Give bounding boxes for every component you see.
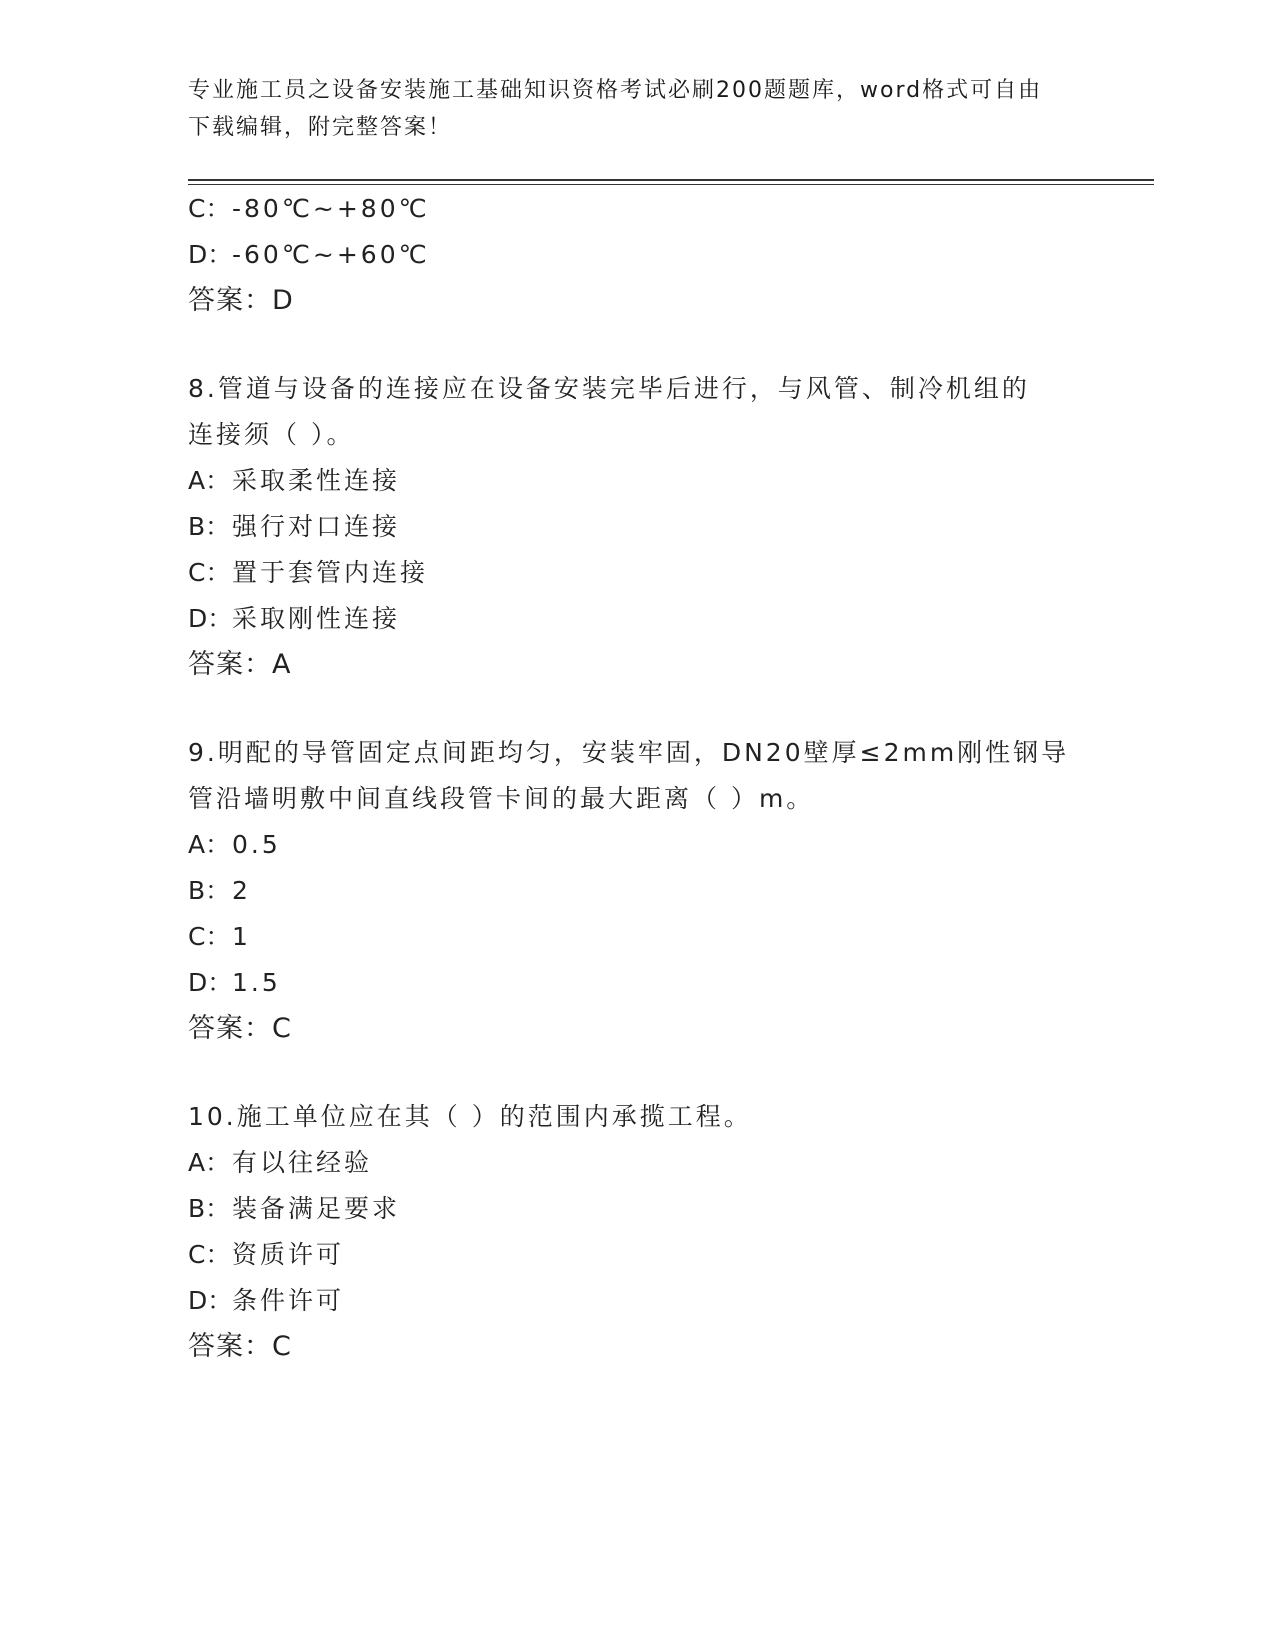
option-a <box>188 822 1088 868</box>
option-label: A： <box>188 466 231 495</box>
option-label: D： <box>188 1286 233 1315</box>
option-text: 有以往经验 <box>232 1148 373 1177</box>
option-b <box>188 868 1088 914</box>
option-a <box>188 1140 1088 1186</box>
option-label: B： <box>188 512 231 541</box>
header-title-line2: 下载编辑，附完整答案！ <box>188 115 453 140</box>
option-text: 1 <box>232 922 251 951</box>
header-divider-thick <box>188 179 1154 181</box>
question-stem-line: 连接须（ ）。 <box>188 420 355 449</box>
header-title-line1: 专业施工员之设备安装施工基础知识资格考试必刷200题题库，word格式可自由 <box>188 78 1043 103</box>
option-d <box>188 232 1088 278</box>
option-text: 1.5 <box>232 968 281 997</box>
option-label: D： <box>188 968 233 997</box>
option-label: A： <box>188 830 231 859</box>
document-body <box>188 186 1088 1370</box>
option-b <box>188 1186 1088 1232</box>
option-c <box>188 186 1088 232</box>
option-label: C： <box>188 922 231 951</box>
question-stem-line: 8.管道与设备的连接应在设备安装完毕后进行，与风管、制冷机组的 <box>188 374 1030 403</box>
option-text: -60℃~+60℃ <box>232 240 430 269</box>
option-label: D： <box>188 240 233 269</box>
question-stem-line: 10.施工单位应在其（ ）的范围内承揽工程。 <box>188 1102 752 1131</box>
option-text: -80℃~+80℃ <box>232 194 430 223</box>
answer-line: 答案：A <box>188 649 292 680</box>
option-a <box>188 458 1088 504</box>
header-divider-thin <box>188 184 1154 185</box>
option-label: C： <box>188 1240 231 1269</box>
question-8 <box>188 366 1088 688</box>
option-text: 装备满足要求 <box>232 1194 401 1223</box>
question-9 <box>188 730 1088 1052</box>
option-text: 条件许可 <box>232 1286 345 1315</box>
option-label: D： <box>188 604 233 633</box>
question-stem-line: 9.明配的导管固定点间距均匀，安装牢固，DN20壁厚≤2mm刚性钢导 <box>188 738 1070 767</box>
option-label: B： <box>188 876 231 905</box>
question-10 <box>188 1094 1088 1370</box>
page-header <box>188 72 1088 146</box>
option-c <box>188 550 1088 596</box>
option-b <box>188 504 1088 550</box>
option-text: 采取刚性连接 <box>232 604 401 633</box>
question-stem-line: 管沿墙明敷中间直线段管卡间的最大距离（ ）m。 <box>188 784 815 813</box>
option-c <box>188 914 1088 960</box>
answer-line: 答案：D <box>188 285 294 316</box>
option-text: 强行对口连接 <box>232 512 401 541</box>
option-label: B： <box>188 1194 231 1223</box>
option-label: C： <box>188 558 231 587</box>
option-d <box>188 1278 1088 1324</box>
option-label: C： <box>188 194 231 223</box>
option-text: 置于套管内连接 <box>232 558 429 587</box>
option-d <box>188 596 1088 642</box>
prev-question-tail <box>188 186 1088 324</box>
option-text: 资质许可 <box>232 1240 345 1269</box>
option-text: 0.5 <box>232 830 281 859</box>
option-text: 2 <box>232 876 251 905</box>
answer-line: 答案：C <box>188 1331 292 1362</box>
option-d <box>188 960 1088 1006</box>
option-c <box>188 1232 1088 1278</box>
option-text: 采取柔性连接 <box>232 466 401 495</box>
answer-line: 答案：C <box>188 1013 292 1044</box>
option-label: A： <box>188 1148 231 1177</box>
